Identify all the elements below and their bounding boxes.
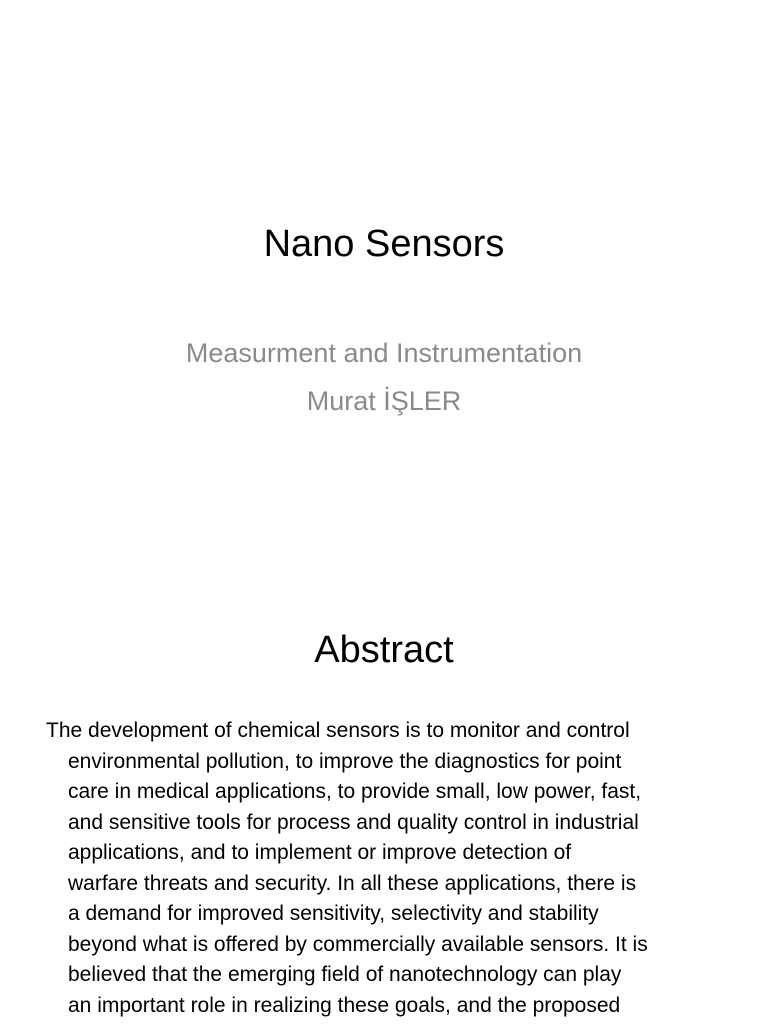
- abstract-line: beyond what is offered by commercially available sensors. It is: [68, 932, 648, 956]
- abstract-line: a demand for improved sensitivity, selectivity and stability: [68, 902, 599, 925]
- slide-title: Nano Sensors: [263, 223, 505, 265]
- abstract-line: and sensitive tools for process and quality control in industrial: [68, 810, 639, 834]
- abstract-heading: Abstract: [314, 629, 454, 671]
- abstract-line: applications, and to implement or improve detection of: [68, 841, 572, 864]
- slide-subtitle-author: Murat İŞLER: [306, 386, 462, 416]
- abstract-line: warfare threats and security. In all these applications, there is: [68, 871, 637, 895]
- abstract-line: care in medical applications, to provide small, low power, fast,: [68, 780, 642, 803]
- abstract-body: [46, 716, 722, 1021]
- abstract-line: The development of chemical sensors is to monitor and control: [46, 719, 630, 742]
- slide-subtitle-course: Measurment and Instrumentation: [185, 338, 583, 368]
- abstract-line: environmental pollution, to improve the diagnostics for point: [68, 749, 622, 773]
- abstract-line: an important role in realizing these goals, and the proposed: [68, 993, 621, 1017]
- abstract-line: believed that the emerging field of nanotechnology can play: [68, 963, 622, 986]
- abstract-slide: [0, 576, 768, 1024]
